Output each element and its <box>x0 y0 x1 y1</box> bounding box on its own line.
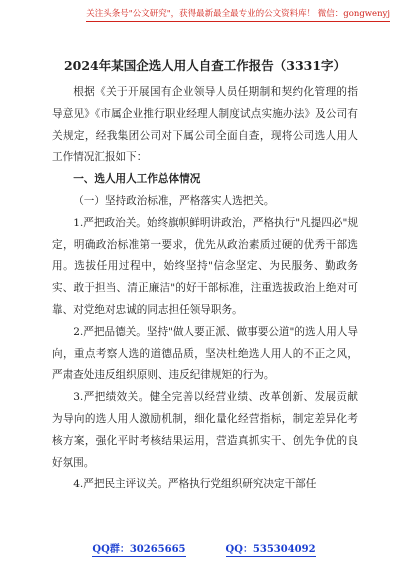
header-banner: 关注头条号"公文研究"，获得最新最全最专业的公文资料库！ 微信：gongwenyj <box>86 8 390 22</box>
footer-contacts <box>0 540 408 557</box>
document-title: 2024年某国企选人用人自查工作报告（3331字） <box>63 58 347 73</box>
document-body <box>52 56 358 496</box>
section-heading: 一、选人用人工作总体情况 <box>73 173 201 186</box>
qq-contact-link[interactable]: QQ：535304092 <box>226 540 316 557</box>
subsection-heading: （一）坚持政治标准，严格落实人选把关。 <box>73 194 275 207</box>
body-paragraph: 3.严把绩效关。健全完善以经营业绩、改革创新、发展贡献为导向的选人用人激励机制，细化量化经营指标，制定差异化考核方案，强化平时考核结果运用，营造真抓实干、创先争优的良好氛围。 <box>52 391 358 469</box>
intro-paragraph: 根据《关于开展国有企业领导人员任期制和契约化管理的指导意见》《市属企业推行职业经理人制度试点实施办法》及公司有关规定，经我集团公司对下属公司全面自查，现将公司选人用人工作情况汇报如下： <box>52 86 358 164</box>
body-paragraph: 4.严把民主评议关。严格执行党组织研究决定干部任 <box>73 478 317 491</box>
body-paragraph: 2.严把品德关。坚持"做人要正派、做事要公道"的选人用人导向，重点考察人选的道德品质，坚决杜绝选人用人的不正之风，严肃查处违反组织原则、违反纪律规矩的行为。 <box>52 325 358 382</box>
qq-group-link[interactable]: QQ群：30265665 <box>92 540 185 557</box>
body-paragraph: 1.严把政治关。始终旗帜鲜明讲政治，严格执行"凡提四必"规定，明确政治标准第一要求，优先从政治素质过硬的优秀干部选用。选拔任用过程中，始终坚持"信念坚定、为民服务、勤政务实、敢于担当、清正廉洁"的好干部标准，注重选拔政治上绝对可靠、对党绝对忠诚的同志担任领导职务。 <box>52 216 358 316</box>
